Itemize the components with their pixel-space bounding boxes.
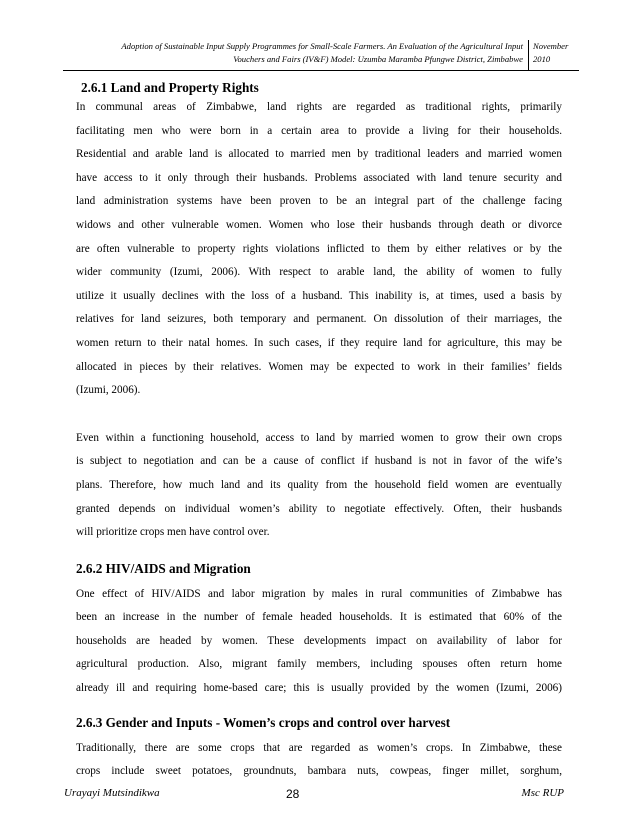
text-line: women return to their natal homes. In such cases, if they require land for agriculture, this may be [76,336,562,349]
text-line: land administration systems have been proven to be an integral part of the challenge facing [76,195,562,208]
page-footer [64,787,564,803]
header-title-line-2: Vouchers and Fairs (IV&F) Model: Uzumba Maramba Pfungwe District, Zimbabwe [233,53,523,64]
paragraph-land-rights [76,96,562,403]
text-line: have access to it only through their husbands. Problems associated with land tenure security and [76,171,562,184]
text-line: agricultural production. Also, migrant family members, including spouses often return home [76,658,562,671]
text-line: will prioritize crops men have control over. [76,526,270,539]
page-body [76,80,562,784]
text-line: plans. Therefore, how much land and its quality from the household field women are eventually [76,478,562,491]
section-heading-2-6-1: 2.6.1 Land and Property Rights [81,80,259,95]
text-line: One effect of HIV/AIDS and labor migration by males in rural communities of Zimbabwe has [76,587,562,600]
text-line: are often vulnerable to property rights violations inflicted to them by either relatives or by the [76,242,562,255]
text-line: been an increase in the number of female headed households. It is estimated that 60% of the [76,611,562,624]
section-heading-2-6-3: 2.6.3 Gender and Inputs - Women’s crops and control over harvest [76,714,451,730]
text-line: crops include sweet potatoes, groundnuts, bambara nuts, cowpeas, finger millet, sorghum, [76,765,562,778]
page-number: 28 [286,787,300,801]
paragraph-hiv-aids [76,583,562,701]
text-line: In communal areas of Zimbabwe, land rights are regarded as traditional rights, primarily [76,101,562,113]
header-title [63,40,529,70]
footer-author: Urayayi Mutsindikwa [64,787,160,799]
text-line: wider community (Izumi, 2006). With respect to arable land, the ability of women to fully [76,266,562,279]
text-line: utilize it usually declines with the loss of a husband. This inability is, at times, used a basis by [76,289,562,302]
text-line: relatives for land seizures, both temporary and permanent. On dissolution of their marriages, the [76,313,562,326]
text-line: Residential and arable land is allocated to married men by traditional leaders and married women [76,148,562,161]
header-date-month: November [533,41,569,51]
text-line: allocated in pieces by their relatives. Women may be expected to work in their families’ fields [76,360,562,373]
text-line: facilitating men who were born in a certain area to provide a living for their households. [76,124,562,137]
text-line: is subject to negotiation and can be a cause of conflict if husband is not in favor of the wife’s [76,455,562,468]
text-line: already ill and requiring home-based care; this is usually provided by the women (Izumi, 2006) [76,682,562,695]
paragraph-gender-inputs [76,737,562,784]
header-title-line-1: Adoption of Sustainable Input Supply Programmes for Small-Scale Farmers. An Evaluation of the Agricultural Input [121,41,523,51]
section-heading-2-6-2: 2.6.2 HIV/AIDS and Migration [76,560,251,576]
text-line: (Izumi, 2006). [76,384,141,397]
text-line: granted depends on individual women’s ability to negotiate effectively. Often, their husbands [76,502,562,515]
header-date-year: 2010 [533,53,551,64]
text-line: Even within a functioning household, access to land by married women to grow their own crops [76,431,562,444]
header-date [533,40,579,65]
paragraph-household-access [76,427,562,545]
text-line: widows and other vulnerable women. Women who lose their husbands through death or divorce [76,218,562,231]
text-line: Traditionally, there are some crops that are regarded as women’s crops. In Zimbabwe, these [76,741,562,754]
footer-course: Msc RUP [521,787,564,799]
text-line: households are headed by women. These developments impact on availability of labor for [76,634,562,647]
running-header [63,40,579,71]
